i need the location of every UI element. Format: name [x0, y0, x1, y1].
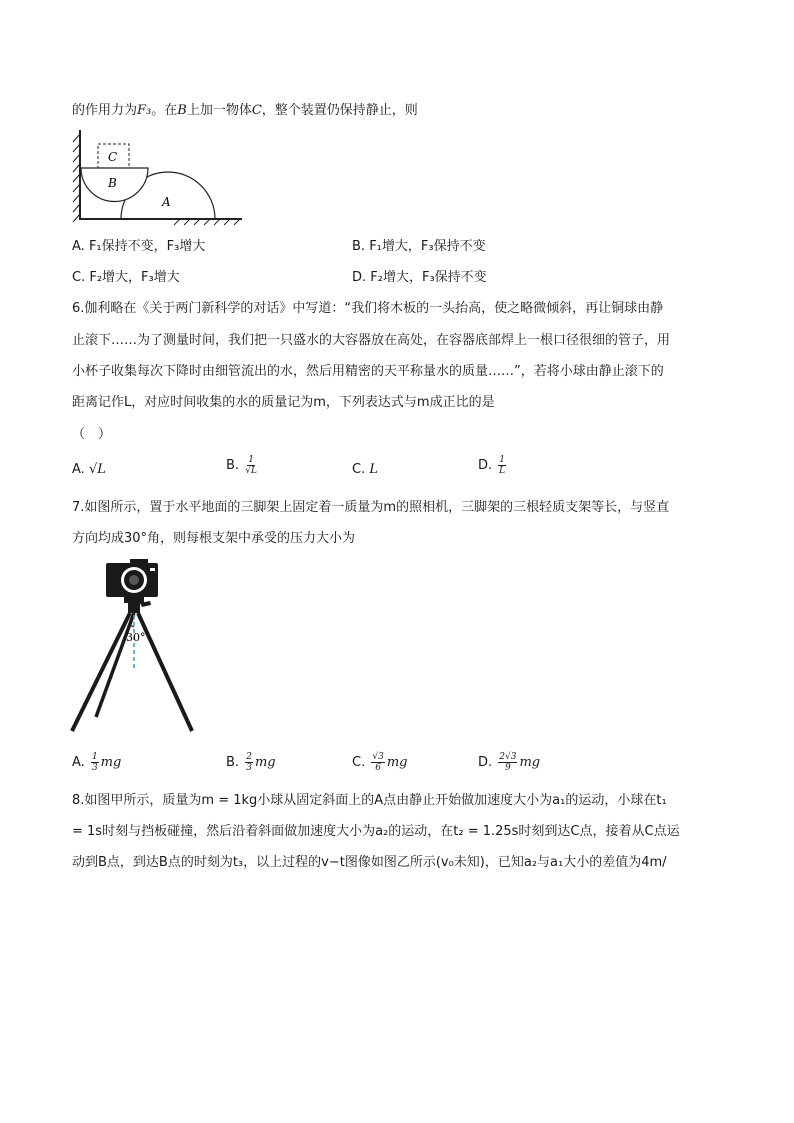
fraction-numerator: 1 — [499, 455, 506, 465]
option-text: L — [369, 462, 378, 477]
option-fraction — [245, 752, 253, 773]
camera-flash — [150, 568, 155, 571]
q5-c-var: C — [251, 103, 262, 118]
option-key: B. — [352, 239, 366, 254]
tripod-leg-left — [72, 613, 130, 731]
tripod-leg-middle — [96, 613, 134, 717]
fraction-denominator: 3 — [246, 763, 252, 773]
q7-option-c[interactable] — [352, 752, 407, 773]
q5-option-d[interactable] — [352, 268, 487, 288]
option-tail: mg — [254, 755, 276, 770]
fraction-denominator: L — [499, 466, 506, 476]
option-key: D. — [478, 755, 493, 770]
option-key: C. — [72, 270, 86, 285]
tripod-leg-right — [138, 613, 192, 731]
q6-line3: 小杯子收集每次下降时由细管流出的水，然后用精密的天平称量水的质量……”，若将小球由静止滚下的 — [72, 364, 664, 379]
q6-line1: 6.伽利略在《关于两门新科学的对话》中写道：“我们将木板的一头抬高，使之略微倾斜，再让铜球由静 — [72, 301, 664, 316]
q8-line2: = 1s时刻与挡板碰撞，然后沿着斜面做加速度大小为a₂的运动，在t₂ = 1.25s时刻到达C点，接着从C点运 — [72, 824, 680, 839]
option-key: D. — [352, 270, 367, 285]
fraction-denominator: 9 — [505, 763, 511, 773]
q5-intro3: 上加一物体 — [186, 103, 252, 118]
tripod-head — [124, 597, 144, 603]
option-fraction — [245, 455, 257, 476]
option-tail: mg — [519, 755, 541, 770]
angle-label: 30° — [126, 631, 146, 644]
q8-line3: 动到B点，到达B点的时刻为t₃，以上过程的v−t图像如图乙所示(v₀未知)，已知a₂与a₁大小的差值为4m/ — [72, 855, 667, 870]
tripod-mount — [128, 603, 140, 613]
option-text: F₂增大，F₃增大 — [89, 270, 180, 285]
option-key: A. — [72, 239, 85, 254]
option-tail: mg — [386, 755, 408, 770]
option-fraction — [91, 752, 99, 773]
q5-intro-line — [72, 101, 418, 121]
option-key: A. — [72, 462, 85, 477]
option-key: D. — [478, 458, 493, 473]
option-key: C. — [352, 755, 366, 770]
option-key: B. — [226, 458, 240, 473]
q6-line2: 止滚下……为了测量时间，我们把一只盛水的大容器放在高处，在容器底部焊上一根口径很细的管子，用 — [72, 333, 671, 348]
q8-line1: 8.如图甲所示，质量为m = 1kg小球从固定斜面上的A点由静止开始做加速度大小为a₁的运动，小球在t₁ — [72, 793, 667, 808]
wall-hatching — [73, 134, 80, 222]
option-text: √L — [88, 462, 106, 477]
q6-line4: 距离记作L，对应时间收集的水的质量记为m，下列表达式与m成正比的是 — [72, 395, 495, 410]
q5-b-var: B — [177, 103, 187, 118]
q7-line2: 方向均成30°角，则每根支架中承受的压力大小为 — [72, 531, 356, 546]
q5-intro-text: 的作用力为 — [72, 103, 138, 118]
q7-option-d[interactable] — [478, 752, 540, 773]
q7-line1: 7.如图所示，置于水平地面的三脚架上固定着一质量为m的照相机，三脚架的三根轻质支架等长，与竖直 — [72, 500, 670, 515]
option-fraction — [371, 752, 384, 773]
q7-option-b[interactable] — [226, 752, 276, 773]
fraction-numerator: 1 — [91, 752, 98, 762]
fraction-denominator: 3 — [91, 763, 98, 773]
q5-option-c[interactable] — [72, 268, 180, 288]
option-fraction — [498, 752, 517, 773]
option-fraction — [498, 455, 506, 476]
q5-option-b[interactable] — [352, 237, 486, 257]
q7-tripod-figure — [66, 555, 198, 735]
option-text: F₁保持不变，F₃增大 — [88, 239, 206, 254]
label-b: B — [108, 176, 117, 190]
q5-option-a[interactable] — [72, 237, 205, 257]
option-key: C. — [352, 462, 366, 477]
option-text: F₂增大，F₃保持不变 — [370, 270, 487, 285]
q5-figure — [70, 128, 245, 226]
label-c: C — [108, 150, 118, 164]
q7-option-a[interactable] — [72, 752, 121, 773]
q6-option-b[interactable] — [226, 455, 259, 476]
fraction-numerator: 2 — [246, 752, 252, 762]
q6-option-a[interactable] — [72, 460, 106, 480]
option-text: F₁增大，F₃保持不变 — [369, 239, 486, 254]
option-key: A. — [72, 755, 85, 770]
q5-intro2: 。在 — [151, 103, 178, 118]
fraction-denominator: √L — [245, 466, 257, 476]
fraction-denominator: 6 — [375, 763, 381, 773]
q5-intro4: ，整个装置仍保持静止，则 — [261, 103, 418, 118]
label-a: A — [162, 195, 171, 209]
q5-f3: F₃ — [137, 103, 152, 118]
q6-option-d[interactable] — [478, 455, 508, 476]
option-tail: mg — [100, 755, 122, 770]
camera-viewfinder — [130, 559, 148, 565]
camera-lens-glass — [129, 575, 139, 585]
fraction-numerator: 2√3 — [499, 752, 517, 762]
q6-option-c[interactable] — [352, 460, 378, 480]
q6-answer-paren: （ ） — [72, 427, 112, 442]
option-key: B. — [226, 755, 240, 770]
fraction-numerator: √3 — [372, 752, 384, 762]
fraction-numerator: 1 — [248, 455, 254, 465]
